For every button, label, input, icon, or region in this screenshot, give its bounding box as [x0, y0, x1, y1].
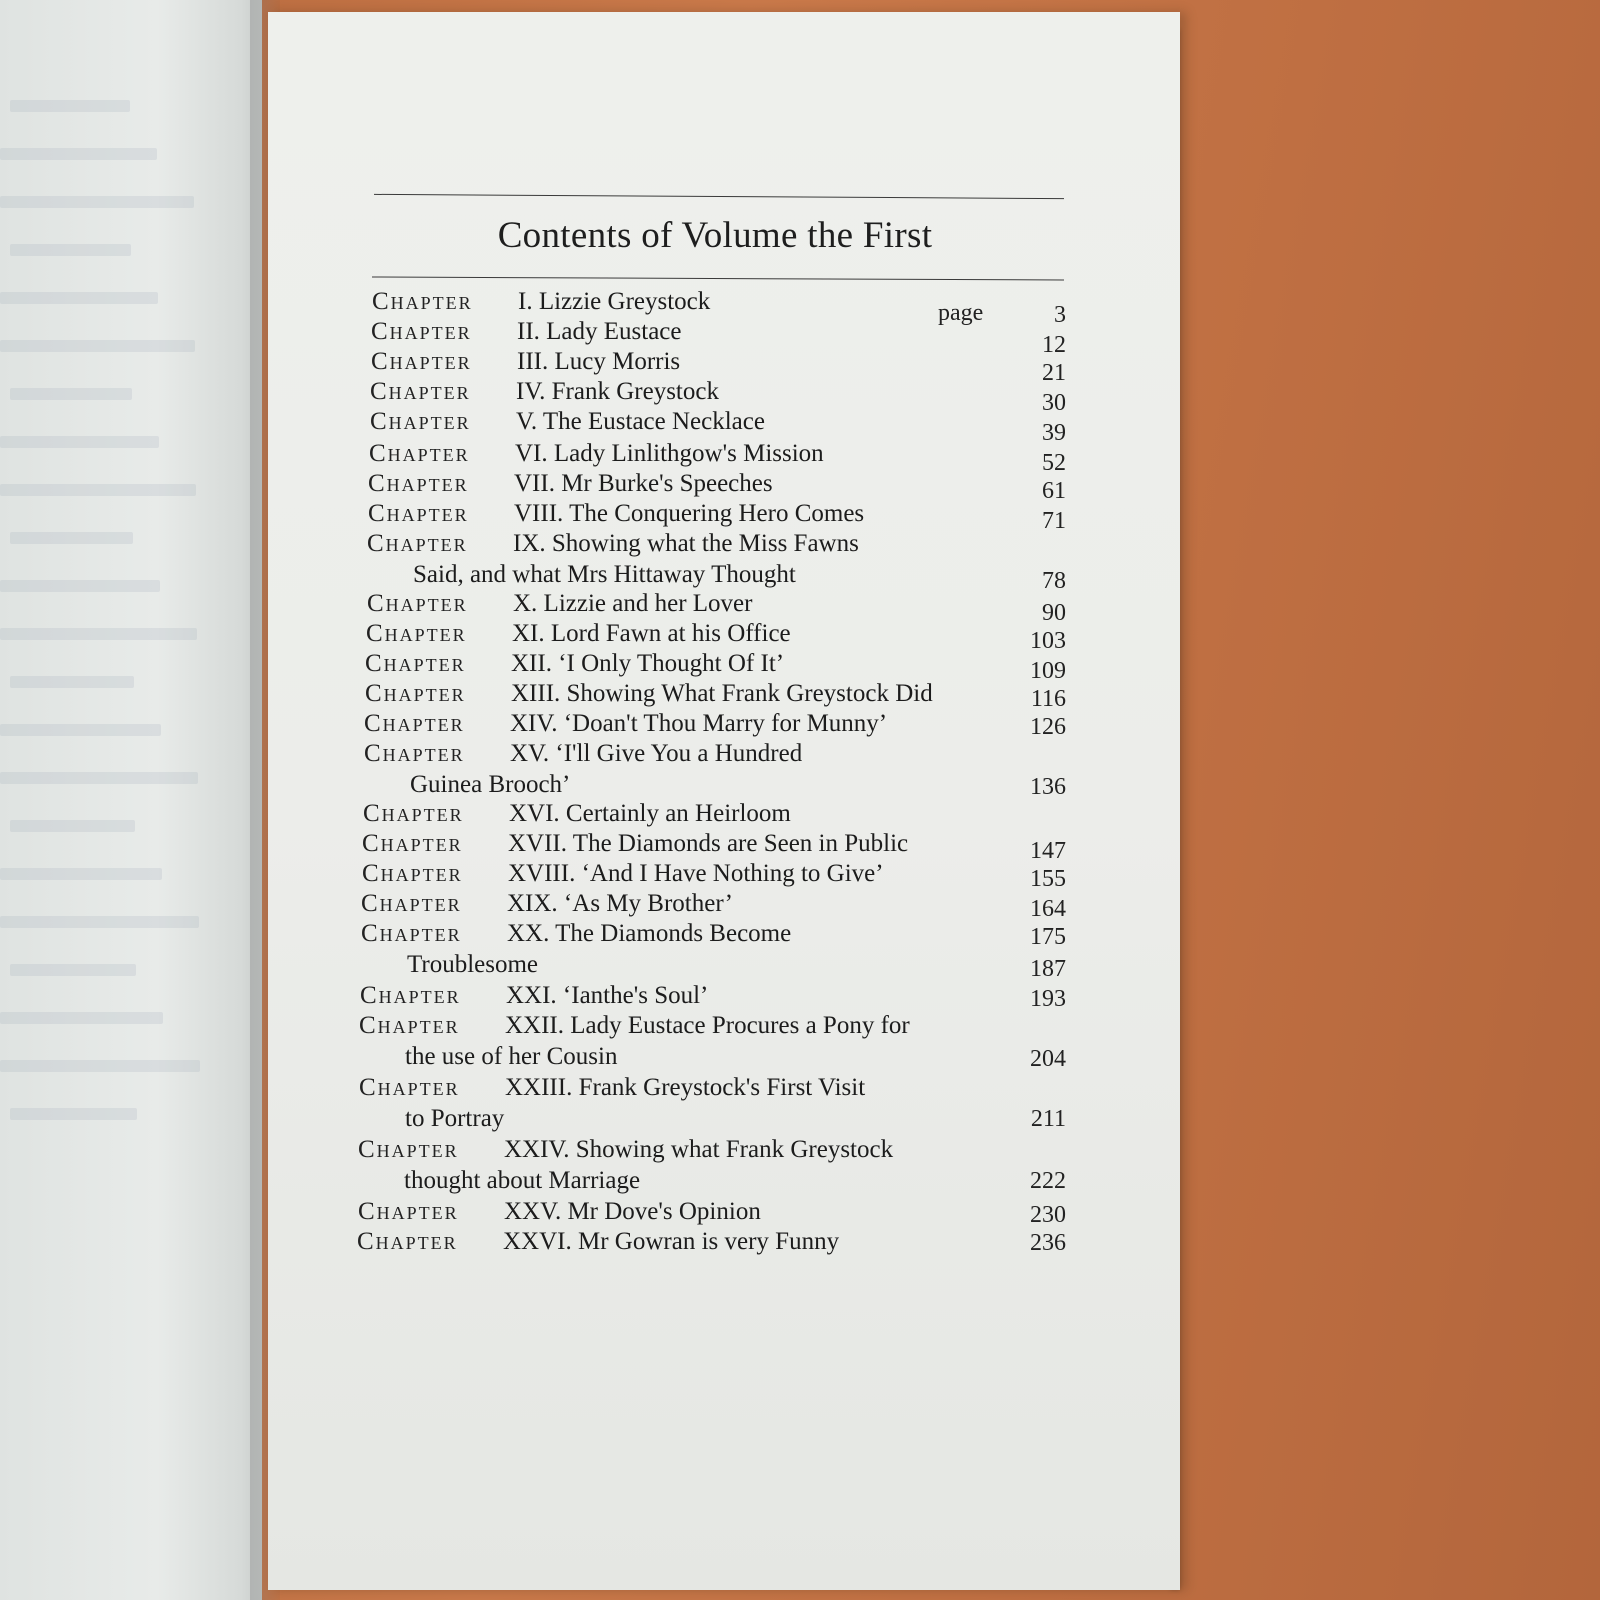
- chapter-page-number: 78: [1042, 568, 1066, 594]
- chapter-title: XI. Lord Fawn at his Office: [512, 620, 791, 647]
- chapter-title: XXV. Mr Dove's Opinion: [504, 1198, 761, 1225]
- chapter-page-number: 155: [1030, 866, 1066, 892]
- chapter-label: Chapter: [357, 1228, 458, 1255]
- chapter-title-continuation: Said, and what Mrs Hittaway Thought: [413, 561, 796, 588]
- chapter-label: Chapter: [362, 830, 463, 857]
- bleed-through-line: [0, 484, 196, 496]
- bleed-through-line: [0, 868, 162, 880]
- chapter-page-number: 116: [1030, 686, 1066, 712]
- chapter-page-number: 103: [1030, 628, 1066, 654]
- chapter-page-number: 193: [1030, 986, 1066, 1012]
- chapter-page-number: 136: [1030, 774, 1066, 800]
- chapter-title: XVII. The Diamonds are Seen in Public: [508, 830, 909, 857]
- chapter-title: V. The Eustace Necklace: [516, 408, 765, 435]
- chapter-title-continuation: thought about Marriage: [404, 1167, 641, 1194]
- chapter-label: Chapter: [367, 590, 468, 617]
- chapter-title: XII. ‘I Only Thought Of It’: [511, 650, 785, 677]
- chapter-page-number: 12: [1042, 332, 1066, 358]
- bleed-through-line: [0, 916, 199, 928]
- bleed-through-line: [0, 1060, 200, 1072]
- bleed-through-line: [0, 196, 194, 208]
- chapter-page-number: 236: [1030, 1230, 1066, 1256]
- chapter-label: Chapter: [369, 440, 470, 467]
- chapter-label: Chapter: [362, 860, 463, 887]
- chapter-label: Chapter: [360, 982, 461, 1009]
- chapter-title: VIII. The Conquering Hero Comes: [514, 500, 865, 527]
- chapter-page-number: 52: [1042, 450, 1066, 476]
- chapter-title: II. Lady Eustace: [517, 318, 682, 345]
- chapter-label: Chapter: [372, 288, 473, 315]
- chapter-title: I. Lizzie Greystock: [518, 288, 711, 315]
- chapter-label: Chapter: [367, 530, 468, 557]
- chapter-page-number: 187: [1030, 956, 1066, 982]
- chapter-label: Chapter: [365, 680, 466, 707]
- chapter-title: XXIV. Showing what Frank Greystock: [504, 1136, 894, 1163]
- chapter-title: XV. ‘I'll Give You a Hundred: [510, 740, 803, 767]
- page-column-label: page: [938, 300, 984, 326]
- chapter-label: Chapter: [361, 890, 462, 917]
- chapter-page-number: 175: [1030, 924, 1066, 950]
- chapter-label: Chapter: [363, 800, 464, 827]
- chapter-title: XIV. ‘Doan't Thou Marry for Munny’: [510, 710, 888, 737]
- bleed-through-line: [10, 244, 131, 256]
- chapter-title: III. Lucy Morris: [517, 348, 681, 375]
- chapter-title: VII. Mr Burke's Speeches: [514, 470, 773, 497]
- chapter-label: Chapter: [365, 650, 466, 677]
- chapter-label: Chapter: [371, 348, 472, 375]
- chapter-title-continuation: Guinea Brooch’: [410, 771, 571, 798]
- chapter-page-number: 61: [1042, 478, 1066, 504]
- bleed-through-line: [10, 676, 134, 688]
- bleed-through-line: [10, 100, 130, 112]
- chapter-page-number: 222: [1030, 1168, 1066, 1194]
- chapter-page-number: 204: [1030, 1046, 1066, 1072]
- contents-title: Contents of Volume the First: [497, 215, 933, 256]
- chapter-title: XX. The Diamonds Become: [507, 920, 792, 947]
- chapter-label: Chapter: [364, 740, 465, 767]
- chapter-page-number: 230: [1030, 1202, 1066, 1228]
- chapter-label: Chapter: [364, 710, 465, 737]
- chapter-page-number: 39: [1042, 420, 1066, 446]
- chapter-page-number: 30: [1042, 390, 1066, 416]
- bleed-through-line: [10, 820, 135, 832]
- chapter-label: Chapter: [361, 920, 462, 947]
- bleed-through-line: [0, 148, 157, 160]
- chapter-label: Chapter: [366, 620, 467, 647]
- chapter-page-number: 126: [1030, 714, 1066, 740]
- chapter-page-number: 211: [1030, 1106, 1066, 1132]
- chapter-page-number: 71: [1042, 508, 1066, 534]
- chapter-title: XVIII. ‘And I Have Nothing to Give’: [508, 860, 884, 887]
- bleed-through-line: [10, 532, 133, 544]
- chapter-title: X. Lizzie and her Lover: [513, 590, 753, 617]
- chapter-page-number: 164: [1030, 896, 1066, 922]
- left-page: [0, 0, 262, 1600]
- bleed-through-line: [0, 292, 158, 304]
- chapter-page-number: 109: [1030, 658, 1066, 684]
- chapter-title-continuation: Troublesome: [407, 951, 539, 978]
- bleed-through-line: [0, 772, 198, 784]
- chapter-label: Chapter: [358, 1136, 459, 1163]
- chapter-label: Chapter: [359, 1012, 460, 1039]
- bleed-through-line: [0, 580, 160, 592]
- bleed-through-line: [0, 628, 197, 640]
- chapter-label: Chapter: [370, 378, 471, 405]
- chapter-title: XIX. ‘As My Brother’: [507, 890, 733, 917]
- bleed-through-line: [10, 964, 136, 976]
- chapter-title: XIII. Showing What Frank Greystock Did: [511, 680, 933, 707]
- bleed-through-line: [10, 388, 132, 400]
- bleed-through-line: [0, 724, 161, 736]
- chapter-label: Chapter: [368, 470, 469, 497]
- chapter-title: XXVI. Mr Gowran is very Funny: [503, 1228, 840, 1255]
- chapter-label: Chapter: [358, 1198, 459, 1225]
- chapter-title: XXIII. Frank Greystock's First Visit: [505, 1074, 866, 1101]
- chapter-title: IV. Frank Greystock: [516, 378, 719, 405]
- chapter-page-number: 147: [1030, 838, 1066, 864]
- chapter-label: Chapter: [368, 500, 469, 527]
- bleed-through-line: [0, 436, 159, 448]
- chapter-label: Chapter: [359, 1074, 460, 1101]
- bleed-through-line: [0, 340, 195, 352]
- chapter-page-number: 3: [1054, 302, 1066, 328]
- chapter-title: XVI. Certainly an Heirloom: [509, 800, 791, 827]
- bleed-through-line: [10, 1108, 137, 1120]
- chapter-page-number: 90: [1042, 600, 1066, 626]
- chapter-title-continuation: the use of her Cousin: [405, 1043, 618, 1070]
- chapter-label: Chapter: [370, 408, 471, 435]
- chapter-title: XXI. ‘Ianthe's Soul’: [506, 982, 709, 1009]
- chapter-label: Chapter: [371, 318, 472, 345]
- chapter-title: XXII. Lady Eustace Procures a Pony for: [505, 1012, 910, 1039]
- chapter-page-number: 21: [1042, 360, 1066, 386]
- bleed-through-line: [0, 1012, 163, 1024]
- chapter-title: IX. Showing what the Miss Fawns: [513, 530, 859, 557]
- chapter-title-continuation: to Portray: [405, 1105, 505, 1132]
- chapter-title: VI. Lady Linlithgow's Mission: [515, 440, 824, 467]
